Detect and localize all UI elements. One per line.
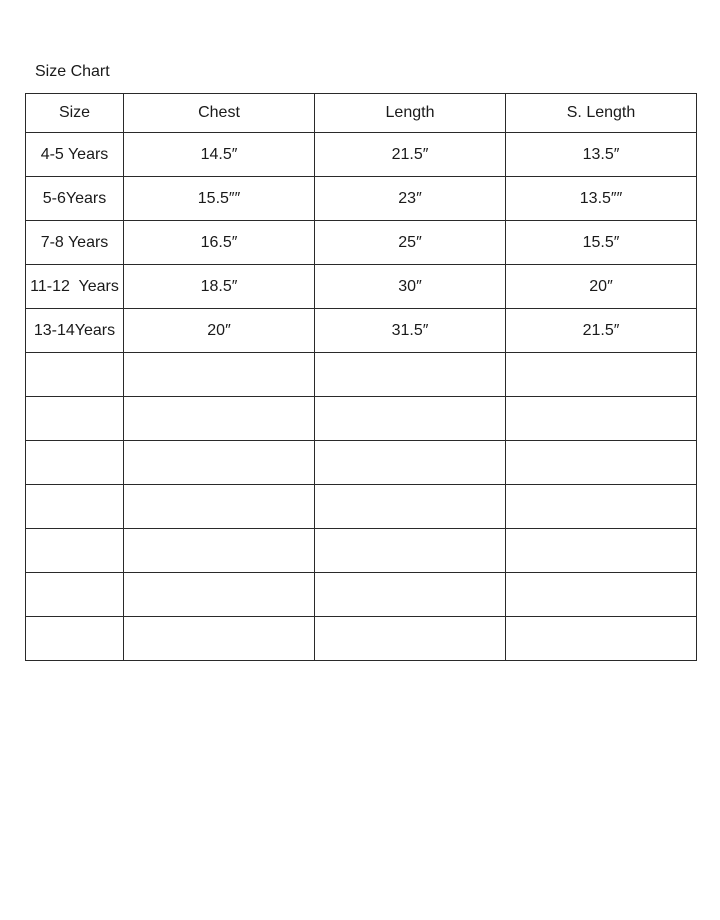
column-header: Chest: [124, 94, 315, 133]
table-header-row: [26, 94, 697, 133]
table-cell: [506, 485, 697, 529]
table-row: [26, 177, 697, 221]
table-cell: [315, 573, 506, 617]
table-cell: [315, 397, 506, 441]
table-row-empty: [26, 485, 697, 529]
table-cell: 15.5″: [506, 221, 697, 265]
table-row: [26, 309, 697, 353]
table-cell: 7-8 Years: [26, 221, 124, 265]
table-cell: [26, 617, 124, 661]
column-header: Size: [26, 94, 124, 133]
table-cell: 16.5″: [124, 221, 315, 265]
table-cell: 23″: [315, 177, 506, 221]
table-cell: 21.5″: [315, 133, 506, 177]
table-cell: 13.5″″: [506, 177, 697, 221]
page-title: Size Chart: [35, 63, 110, 80]
table-cell: [26, 441, 124, 485]
table-cell: [506, 529, 697, 573]
table-row-empty: [26, 441, 697, 485]
table-cell: [124, 441, 315, 485]
table-cell: 13-14Years: [26, 309, 124, 353]
table-cell: [315, 617, 506, 661]
table-cell: [124, 485, 315, 529]
table-cell: 21.5″: [506, 309, 697, 353]
size-chart-table: [25, 93, 697, 661]
table-cell: 15.5″″: [124, 177, 315, 221]
table-cell: 4-5 Years: [26, 133, 124, 177]
table-row-empty: [26, 529, 697, 573]
table-cell: [506, 441, 697, 485]
table-row-empty: [26, 573, 697, 617]
table-cell: [506, 617, 697, 661]
table-cell: [26, 573, 124, 617]
table-cell: 5-6Years: [26, 177, 124, 221]
table-cell: 14.5″: [124, 133, 315, 177]
table-cell: [26, 485, 124, 529]
table-cell: 11-12 Years: [26, 265, 124, 309]
table-cell: [124, 573, 315, 617]
table-row-empty: [26, 617, 697, 661]
table-row: [26, 265, 697, 309]
table-cell: [315, 485, 506, 529]
table-cell: 20″: [124, 309, 315, 353]
table-cell: 25″: [315, 221, 506, 265]
table-cell: 18.5″: [124, 265, 315, 309]
table-cell: [315, 353, 506, 397]
table-cell: [124, 397, 315, 441]
table-cell: [124, 353, 315, 397]
table-cell: [315, 529, 506, 573]
column-header: Length: [315, 94, 506, 133]
table-cell: 20″: [506, 265, 697, 309]
table-cell: [26, 529, 124, 573]
table-cell: [506, 573, 697, 617]
table-row-empty: [26, 397, 697, 441]
table-cell: 31.5″: [315, 309, 506, 353]
table-cell: [506, 353, 697, 397]
table-cell: [506, 397, 697, 441]
table-row-empty: [26, 353, 697, 397]
table-cell: [26, 397, 124, 441]
column-header: S. Length: [506, 94, 697, 133]
table-row: [26, 221, 697, 265]
table-cell: 13.5″: [506, 133, 697, 177]
table-row: [26, 133, 697, 177]
table-cell: [124, 529, 315, 573]
table-cell: 30″: [315, 265, 506, 309]
table-cell: [26, 353, 124, 397]
table-cell: [124, 617, 315, 661]
table-cell: [315, 441, 506, 485]
